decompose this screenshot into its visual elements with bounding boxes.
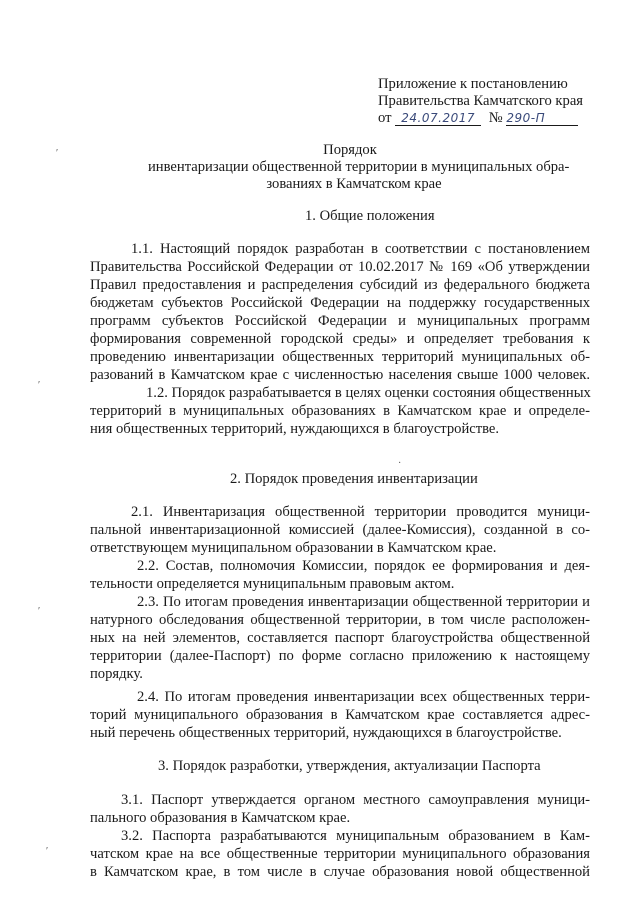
paragraph-line: территорий в муниципальных образованиях в Камчатском крае и определе- [90, 403, 590, 419]
paragraph-line: чатском крае на все общественные территории муниципального образования [90, 846, 590, 862]
number-value: 290-П [506, 111, 546, 125]
date-value: 24.07.2017 [401, 111, 475, 125]
paragraph-line: 2.3. По итогам проведения инвентаризации общественной территории и [137, 594, 590, 610]
paragraph-line: пальной инвентаризационной комиссией (далее-Комиссия), созданной в со- [90, 522, 590, 538]
paragraph-line: торий муниципального образования в Камчатском крае составляется адрес- [90, 707, 590, 723]
scan-speck: · [398, 458, 402, 469]
paragraph-line: натурного обследования общественной территории, в том числе расположен- [90, 612, 590, 628]
paragraph-line: Правил предоставления и распределения субсидий из федерального бюджета [90, 277, 590, 293]
scan-speck: ′ [38, 606, 41, 617]
scan-speck: ′ [38, 380, 41, 391]
date-prefix: от [378, 110, 392, 126]
scan-speck: ′ [46, 846, 49, 857]
paragraph-line: в Камчатском крае, в том числе в случае образования новой общественной [90, 864, 590, 880]
number-prefix: № [488, 110, 503, 126]
paragraph-line: 3.1. Паспорт утверждается органом местного самоуправления муници- [121, 792, 590, 808]
paragraph-line: 3.2. Паспорта разрабатываются муниципальным образованием в Кам- [121, 828, 590, 844]
date-field [395, 111, 481, 126]
paragraph-line: тельности определяется муниципальным правовым актом. [90, 576, 455, 592]
section-heading: 3. Порядок разработки, утверждения, актуализации Паспорта [158, 758, 541, 774]
paragraph-line: территории (далее-Паспорт) по форме согласно приложению к настоящему [90, 648, 590, 664]
header-line-2: Правительства Камчатского края [378, 93, 584, 109]
paragraph-line: разований в Камчатском крае с численностью населения свыше 1000 человек. [90, 367, 590, 383]
number-field [506, 111, 578, 126]
paragraph-line: 2.1. Инвентаризация общественной территории проводится муници- [131, 504, 590, 520]
paragraph-line: программ субъектов Российской Федерации и муниципальных программ [90, 313, 590, 329]
paragraph-line: бюджетам субъектов Российской Федерации на поддержку государственных [90, 295, 590, 311]
paragraph-line: ответствующем муниципальном образовании в Камчатском крае. [90, 540, 497, 556]
paragraph-line: ный перечень общественных территорий, нуждающихся в благоустройстве. [90, 725, 562, 741]
paragraph-line: пального образования в Камчатском крае. [90, 810, 351, 826]
paragraph-line: проведению инвентаризации общественных территорий муниципальных об- [90, 349, 590, 365]
paragraph-line: Правительства Российской Федерации от 10.02.2017 № 169 «Об утверждении [90, 259, 590, 275]
header-line-1: Приложение к постановлению [378, 76, 568, 92]
paragraph-line: 2.2. Состав, полномочия Комиссии, порядок ее формирования и дея- [137, 558, 590, 574]
title-line-1: Порядок [323, 142, 377, 158]
paragraph-line: 1.1. Настоящий порядок разработан в соответствии с постановлением [131, 241, 590, 257]
paragraph-line: 2.4. По итогам проведения инвентаризации всех общественных терри- [137, 689, 590, 705]
title-line-2: инвентаризации общественной территории в муниципальных обра- [148, 159, 570, 175]
paragraph-line: ных на ней элементов, составляется паспорт благоустройства общественной [90, 630, 590, 646]
section-heading: 1. Общие положения [305, 208, 435, 224]
scan-speck: ′ [56, 148, 59, 159]
section-heading: 2. Порядок проведения инвентаризации [230, 471, 478, 487]
paragraph-line: порядку. [90, 666, 143, 682]
header-date-line [378, 109, 578, 127]
paragraph-line: 1.2. Порядок разрабатывается в целях оценки состояния общественных [146, 385, 591, 401]
title-line-3: зованиях в Камчатском крае [266, 176, 442, 192]
paragraph-line: ния общественных территорий, нуждающихся в благоустройстве. [90, 421, 500, 437]
paragraph-line: формирования современной городской среды» и определяет требования к [90, 331, 590, 347]
